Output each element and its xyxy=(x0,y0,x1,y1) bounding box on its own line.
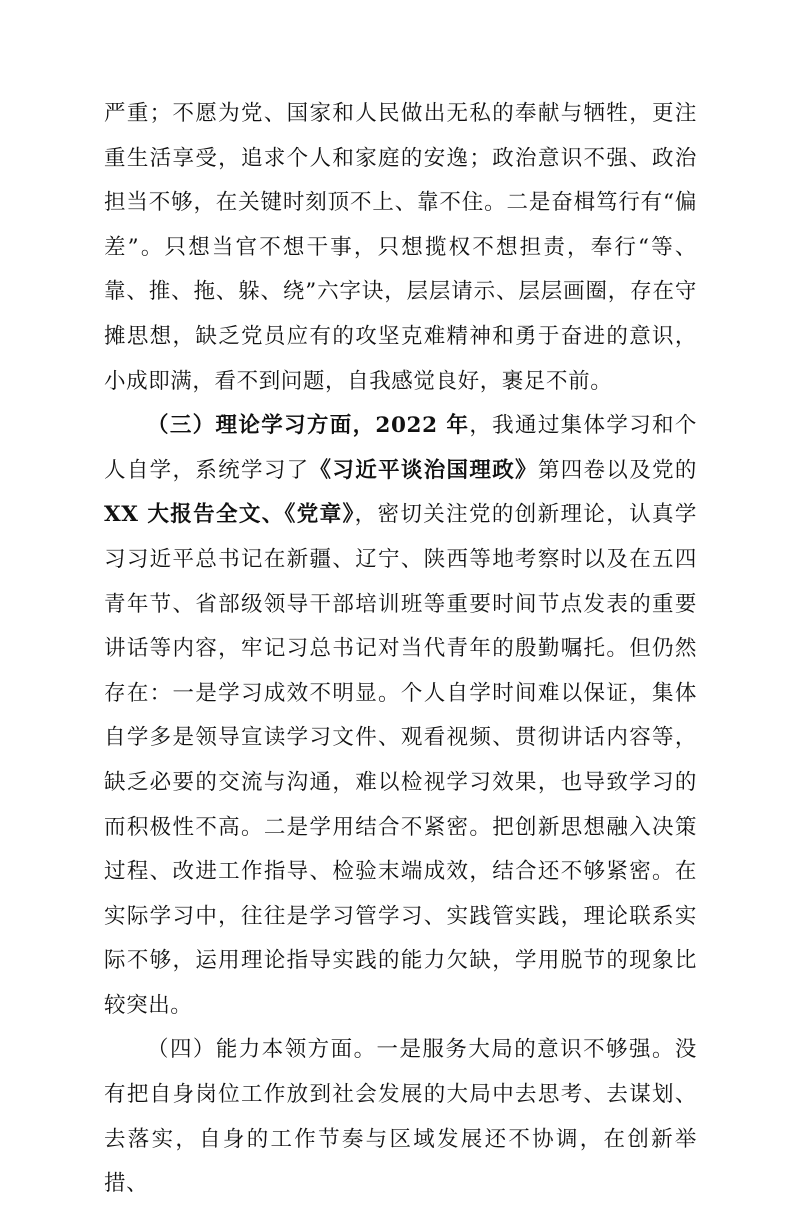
paragraph-section-four: （四）能力本领方面。一是服务大局的意识不够强。没有把自身岗位工作放到社会发展的大局中去思考、去谋划、去落实，自身的工作节奏与区域发展还不协调，在创新举措、 xyxy=(104,1037,697,1197)
paragraph-continued: 严重；不愿为党、国家和人民做出无私的奉献与牺牲，更注重生活享受，追求个人和家庭的安逸；政治意识不强、政治担当不够，在关键时刻顶不上、靠不住。二是奋楫笃行有“偏差”。只想当官不想干事，只想揽权不想担责，奉行“等、靠、推、拖、躲、绕”六字诀，层层请示、层层画圈，存在守摊思想，缺乏党员应有的攻坚克难精神和勇于奋进的意识，小成即满，看不到问题，自我感觉良好，裹足不前。 xyxy=(104,101,697,394)
document-body xyxy=(104,92,697,1207)
paragraph-section-three: （三）理论学习方面，2022 年，我通过集体学习和个人自学，系统学习了《习近平谈治国理政》第四卷以及党的XX 大报告全文、《党章》，密切关注党的创新理论，认真学习习近平总书记在新疆、辽宁、陕西等地考察时以及在五四青年节、省部级领导干部培训班等重要时间节点发表的重要讲话等内容，牢记习总书记对当代青年的殷勤嘱托。但仍然存在：一是学习成效不明显。个人自学时间难以保证，集体自学多是领导宣读学习文件、观看视频、贯彻讲话内容等，缺乏必要的交流与沟通，难以检视学习效果，也导致学习的而积极性不高。二是学用结合不紧密。把创新思想融入决策过程、改进工作指导、检验末端成效，结合还不够紧密。在实际学习中，往往是学习管学习、实践管实践，理论联系实际不够，运用理论指导实践的能力欠缺，学用脱节的现象比较突出。 xyxy=(104,413,698,1018)
